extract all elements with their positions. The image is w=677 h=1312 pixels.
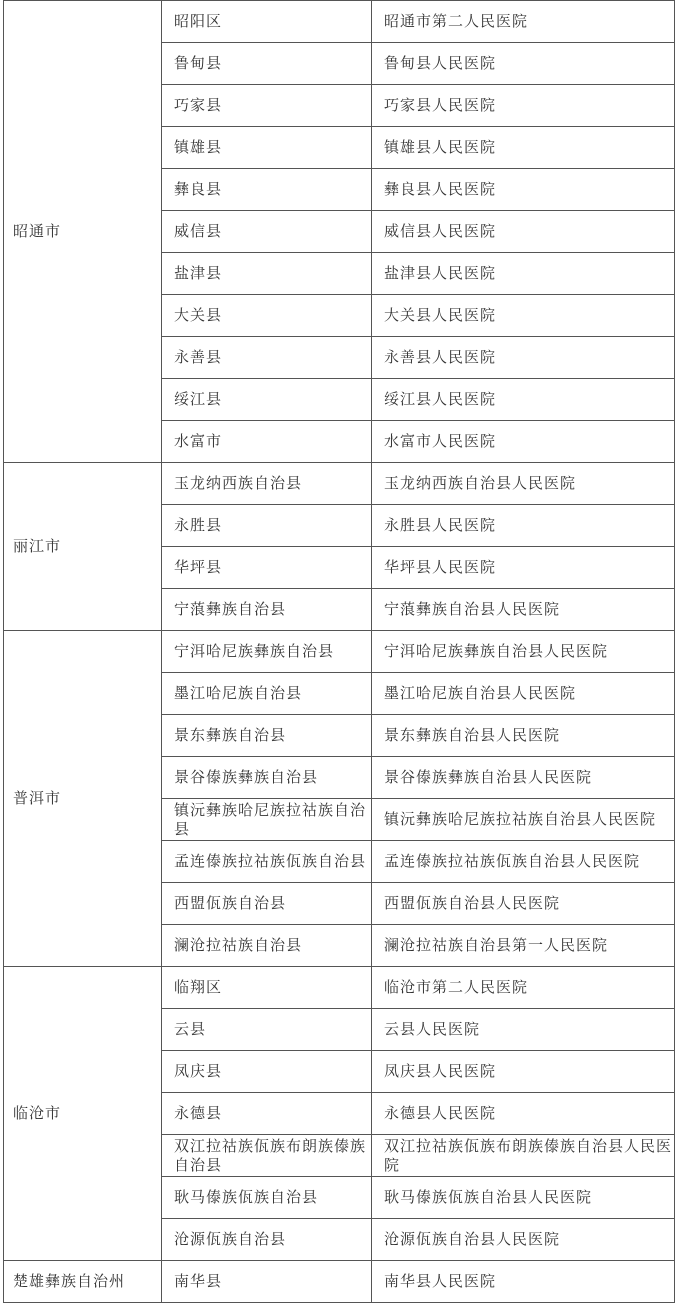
hospital-cell: 盐津县人民医院 [372,253,675,295]
county-cell: 水富市 [162,421,372,463]
hospital-cell: 永善县人民医院 [372,337,675,379]
table-row [4,1,675,43]
hospital-cell: 彝良县人民医院 [372,169,675,211]
hospital-cell: 澜沧拉祜族自治县第一人民医院 [372,925,675,967]
county-cell: 威信县 [162,211,372,253]
county-cell: 澜沧拉祜族自治县 [162,925,372,967]
hospital-cell: 镇雄县人民医院 [372,127,675,169]
county-cell: 南华县 [162,1261,372,1303]
county-cell: 耿马傣族佤族自治县 [162,1177,372,1219]
city-cell: 临沧市 [4,967,162,1261]
county-cell: 鲁甸县 [162,43,372,85]
county-cell: 景谷傣族彝族自治县 [162,757,372,799]
county-cell: 永胜县 [162,505,372,547]
hospital-cell: 景谷傣族彝族自治县人民医院 [372,757,675,799]
table-body [4,1,675,1303]
hospital-cell: 临沧市第二人民医院 [372,967,675,1009]
table-row [4,967,675,1009]
hospital-cell: 凤庆县人民医院 [372,1051,675,1093]
table-row [4,463,675,505]
county-cell: 双江拉祜族佤族布朗族傣族自治县 [162,1135,372,1177]
hospital-cell: 孟连傣族拉祜族佤族自治县人民医院 [372,841,675,883]
county-cell: 凤庆县 [162,1051,372,1093]
hospital-cell: 华坪县人民医院 [372,547,675,589]
county-cell: 大关县 [162,295,372,337]
hospital-cell: 水富市人民医院 [372,421,675,463]
hospital-cell: 墨江哈尼族自治县人民医院 [372,673,675,715]
county-cell: 镇沅彝族哈尼族拉祜族自治县 [162,799,372,841]
hospital-cell: 沧源佤族自治县人民医院 [372,1219,675,1261]
county-cell: 临翔区 [162,967,372,1009]
hospital-cell: 景东彝族自治县人民医院 [372,715,675,757]
city-cell: 楚雄彝族自治州 [4,1261,162,1303]
county-cell: 沧源佤族自治县 [162,1219,372,1261]
hospital-cell: 宁洱哈尼族彝族自治县人民医院 [372,631,675,673]
hospital-cell: 宁蒗彝族自治县人民医院 [372,589,675,631]
county-cell: 盐津县 [162,253,372,295]
hospital-cell: 云县人民医院 [372,1009,675,1051]
hospital-cell: 永胜县人民医院 [372,505,675,547]
city-cell: 昭通市 [4,1,162,463]
county-cell: 宁蒗彝族自治县 [162,589,372,631]
city-cell: 丽江市 [4,463,162,631]
hospital-cell: 玉龙纳西族自治县人民医院 [372,463,675,505]
table-row [4,631,675,673]
hospital-cell: 鲁甸县人民医院 [372,43,675,85]
county-cell: 永善县 [162,337,372,379]
city-cell: 普洱市 [4,631,162,967]
hospital-cell: 威信县人民医院 [372,211,675,253]
county-cell: 永德县 [162,1093,372,1135]
county-cell: 玉龙纳西族自治县 [162,463,372,505]
hospital-cell: 南华县人民医院 [372,1261,675,1303]
county-cell: 巧家县 [162,85,372,127]
hospital-cell: 大关县人民医院 [372,295,675,337]
county-cell: 镇雄县 [162,127,372,169]
hospital-cell: 永德县人民医院 [372,1093,675,1135]
county-cell: 华坪县 [162,547,372,589]
county-cell: 昭阳区 [162,1,372,43]
hospital-cell: 巧家县人民医院 [372,85,675,127]
hospital-cell: 昭通市第二人民医院 [372,1,675,43]
county-cell: 云县 [162,1009,372,1051]
table-row [4,1261,675,1303]
hospital-cell: 耿马傣族佤族自治县人民医院 [372,1177,675,1219]
county-cell: 墨江哈尼族自治县 [162,673,372,715]
hospital-cell: 绥江县人民医院 [372,379,675,421]
county-cell: 西盟佤族自治县 [162,883,372,925]
county-cell: 孟连傣族拉祜族佤族自治县 [162,841,372,883]
hospital-table [3,0,675,1303]
county-cell: 宁洱哈尼族彝族自治县 [162,631,372,673]
hospital-cell: 双江拉祜族佤族布朗族傣族自治县人民医院 [372,1135,675,1177]
county-cell: 景东彝族自治县 [162,715,372,757]
county-cell: 绥江县 [162,379,372,421]
hospital-cell: 镇沅彝族哈尼族拉祜族自治县人民医院 [372,799,675,841]
county-cell: 彝良县 [162,169,372,211]
hospital-cell: 西盟佤族自治县人民医院 [372,883,675,925]
